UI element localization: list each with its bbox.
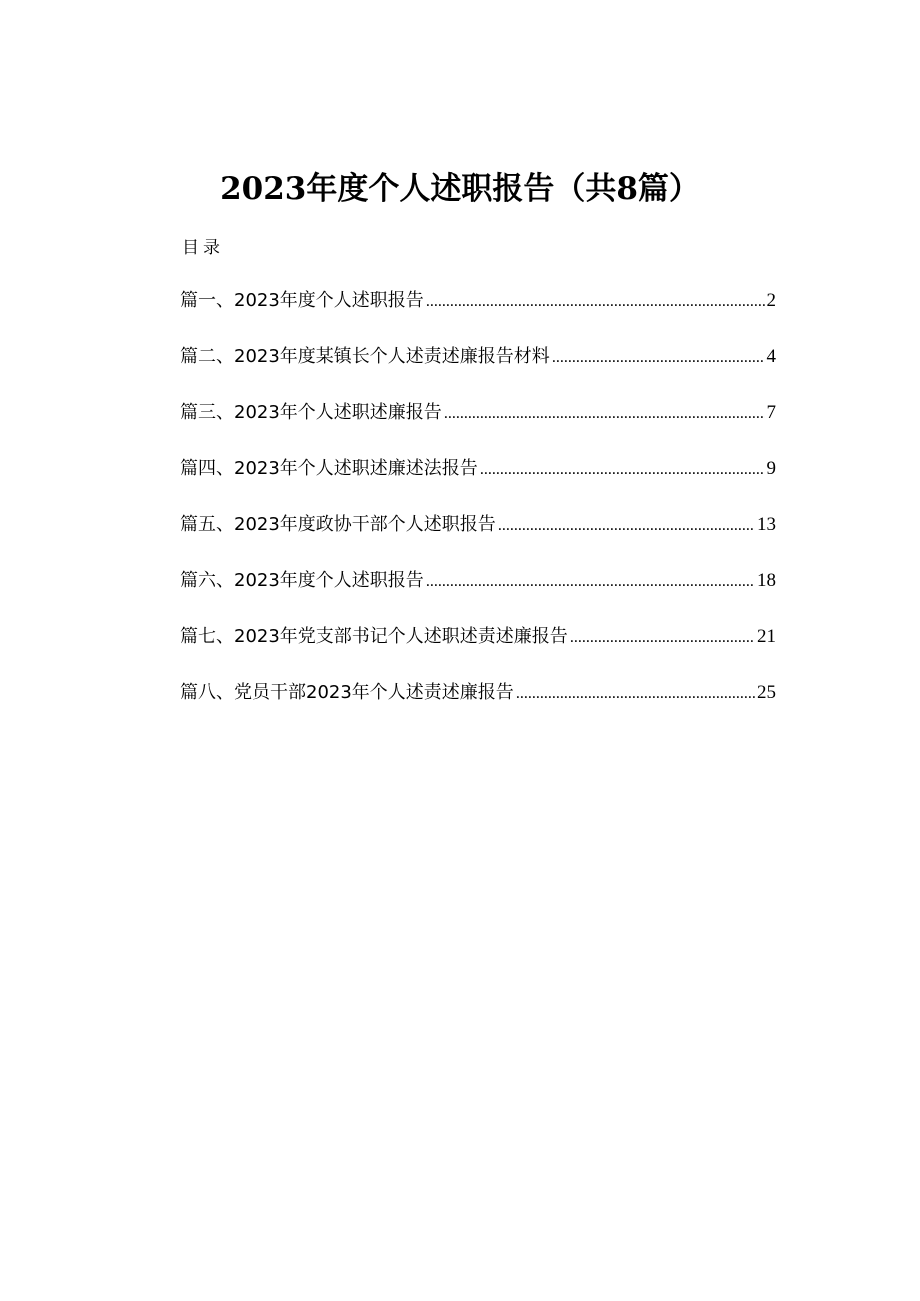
toc-entry-label: 篇二、2023年度某镇长个人述责述廉报告材料 <box>180 346 550 367</box>
toc-entry-2[interactable] <box>180 343 776 399</box>
toc-entry-label: 篇六、2023年度个人述职报告 <box>180 570 424 591</box>
toc-entry-7[interactable] <box>180 623 776 679</box>
toc-entry-4[interactable] <box>180 455 776 511</box>
toc-entry-page: 13 <box>757 514 776 535</box>
toc-leader-dots <box>498 512 755 540</box>
toc-leader-dots <box>426 288 765 316</box>
toc-leader-dots <box>516 680 755 708</box>
toc-entry-6[interactable] <box>180 567 776 623</box>
toc-entry-label: 篇一、2023年度个人述职报告 <box>180 290 424 311</box>
toc-entry-3[interactable] <box>180 399 776 455</box>
toc-entry-page: 9 <box>766 458 776 479</box>
toc-entry-8[interactable] <box>180 679 776 735</box>
toc-entry-page: 2 <box>766 290 776 311</box>
table-of-contents <box>180 287 776 735</box>
toc-entry-page: 4 <box>766 346 776 367</box>
toc-entry-page: 21 <box>757 626 776 647</box>
document-title: 2023年度个人述职报告（共8篇） <box>220 170 700 207</box>
toc-leader-dots <box>480 456 765 484</box>
toc-entry-5[interactable] <box>180 511 776 567</box>
toc-entry-page: 25 <box>757 682 776 703</box>
toc-entry-label: 篇五、2023年度政协干部个人述职报告 <box>180 514 496 535</box>
toc-leader-dots <box>570 624 755 652</box>
toc-entry-label: 篇七、2023年党支部书记个人述职述责述廉报告 <box>180 626 568 647</box>
toc-heading: 目录 <box>182 238 224 258</box>
toc-entry-page: 7 <box>766 402 776 423</box>
toc-entry-label: 篇四、2023年个人述职述廉述法报告 <box>180 458 478 479</box>
toc-entry-label: 篇八、党员干部2023年个人述责述廉报告 <box>180 682 514 703</box>
toc-entry-label: 篇三、2023年个人述职述廉报告 <box>180 402 442 423</box>
toc-leader-dots <box>444 400 765 428</box>
toc-leader-dots <box>552 344 765 372</box>
toc-leader-dots <box>426 568 755 596</box>
toc-entry-1[interactable] <box>180 287 776 343</box>
toc-entry-page: 18 <box>757 570 776 591</box>
